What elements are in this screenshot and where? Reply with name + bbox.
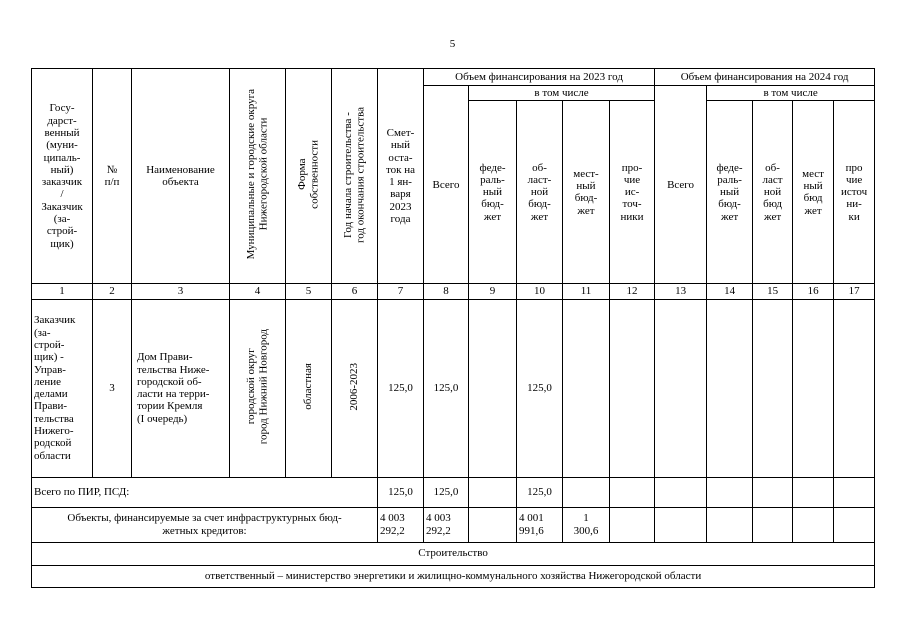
- column-number: 10: [517, 284, 563, 299]
- object-customer: Заказчик (за- строй- щик) - Управ- ление делами Прави- тельства Нижего- родской области: [32, 299, 93, 477]
- header-other-2023: про- чие ис- точ- ники: [610, 101, 655, 284]
- infra-regional-2024: [753, 507, 793, 542]
- header-local-2023: мест- ный бюд- жет: [563, 101, 610, 284]
- header-other-2024: про чие источ ни- ки: [834, 101, 875, 284]
- object-years: 2006-2023: [332, 299, 378, 477]
- infra-total-2023: 4 003 292,2: [424, 507, 469, 542]
- pir-total-label: Всего по ПИР, ПСД:: [32, 477, 378, 507]
- header-regional-2023: об- ласт- ной бюд- жет: [517, 101, 563, 284]
- column-number: 17: [834, 284, 875, 299]
- pir-total-2023: 125,0: [424, 477, 469, 507]
- pir-local-2023: [563, 477, 610, 507]
- infra-local-2023: 1 300,6: [563, 507, 610, 542]
- header-object-name: Наименование объекта: [132, 69, 230, 284]
- infra-other-2024: [834, 507, 875, 542]
- object-federal-2024: [707, 299, 753, 477]
- object-name: Дом Прави- тельства Ниже- городской об- ласти на терри- тории Кремля (I очередь): [132, 299, 230, 477]
- column-number: 7: [378, 284, 424, 299]
- pir-regional-2023: 125,0: [517, 477, 563, 507]
- object-municipality: городской округ город Нижний Новгород: [230, 299, 286, 477]
- column-number: 1: [32, 284, 93, 299]
- object-regional-2024: [753, 299, 793, 477]
- pir-federal-2023: [469, 477, 517, 507]
- object-federal-2023: [469, 299, 517, 477]
- column-number: 9: [469, 284, 517, 299]
- column-number: 3: [132, 284, 230, 299]
- table-row: [32, 299, 875, 477]
- infra-local-2024: [793, 507, 834, 542]
- object-number: 3: [93, 299, 132, 477]
- section-row: [32, 542, 875, 565]
- header-total-2024: Всего: [655, 86, 707, 284]
- infra-federal-2023: [469, 507, 517, 542]
- infra-total-2024: [655, 507, 707, 542]
- column-number: 16: [793, 284, 834, 299]
- header-customer: Госу- дарст- венный (муни- ципаль- ный) заказчик / Заказчик (за- строй- щик): [32, 69, 93, 284]
- infra-label: Объекты, финансируемые за счет инфраструктурных бюд- жетных кредитов:: [32, 507, 378, 542]
- object-regional-2023: 125,0: [517, 299, 563, 477]
- header-federal-2023: феде- раль- ный бюд- жет: [469, 101, 517, 284]
- column-number: 12: [610, 284, 655, 299]
- object-ownership: областная: [286, 299, 332, 477]
- object-other-2024: [834, 299, 875, 477]
- column-number: 14: [707, 284, 753, 299]
- column-number: 13: [655, 284, 707, 299]
- object-estimate-balance: 125,0: [378, 299, 424, 477]
- pir-other-2024: [834, 477, 875, 507]
- pir-total-2024: [655, 477, 707, 507]
- responsible-row: [32, 565, 875, 587]
- header-row-number: № п/п: [93, 69, 132, 284]
- responsible-ministry: ответственный – министерство энергетики и жилищно-коммунального хозяйства Нижегородской области: [32, 565, 875, 587]
- column-number: 2: [93, 284, 132, 299]
- column-number: 6: [332, 284, 378, 299]
- pir-local-2024: [793, 477, 834, 507]
- header-funding-2024: Объем финансирования на 2024 год: [655, 69, 875, 86]
- funding-table: [31, 68, 875, 588]
- pir-estimate-balance: 125,0: [378, 477, 424, 507]
- column-number: 15: [753, 284, 793, 299]
- header-including-2023: в том числе: [469, 86, 655, 101]
- pir-regional-2024: [753, 477, 793, 507]
- header-funding-2023: Объем финансирования на 2023 год: [424, 69, 655, 86]
- object-total-2024: [655, 299, 707, 477]
- object-other-2023: [610, 299, 655, 477]
- table-row: [32, 477, 875, 507]
- pir-other-2023: [610, 477, 655, 507]
- header-local-2024: мест ный бюд жет: [793, 101, 834, 284]
- section-title: Строительство: [32, 542, 875, 565]
- column-number: 4: [230, 284, 286, 299]
- infra-federal-2024: [707, 507, 753, 542]
- page-number: 5: [449, 38, 456, 50]
- column-number: 8: [424, 284, 469, 299]
- pir-federal-2024: [707, 477, 753, 507]
- column-number: 5: [286, 284, 332, 299]
- header-estimate-balance: Смет- ный оста- ток на 1 ян- варя 2023 года: [378, 69, 424, 284]
- header-years: Год начала строительства - год окончания строительства: [332, 69, 378, 284]
- header-federal-2024: феде- раль- ный бюд- жет: [707, 101, 753, 284]
- object-local-2023: [563, 299, 610, 477]
- object-total-2023: 125,0: [424, 299, 469, 477]
- infra-estimate-balance: 4 003 292,2: [378, 507, 424, 542]
- header-total-2023: Всего: [424, 86, 469, 284]
- header-including-2024: в том числе: [707, 86, 875, 101]
- header-ownership: Форма собственности: [286, 69, 332, 284]
- object-local-2024: [793, 299, 834, 477]
- header-municipality: Муниципальные и городские округа Нижегородской области: [230, 69, 286, 284]
- infra-other-2023: [610, 507, 655, 542]
- column-number-row: [32, 284, 875, 299]
- table-row: [32, 507, 875, 542]
- header-regional-2024: об- ласт ной бюд жет: [753, 101, 793, 284]
- column-number: 11: [563, 284, 610, 299]
- infra-regional-2023: 4 001 991,6: [517, 507, 563, 542]
